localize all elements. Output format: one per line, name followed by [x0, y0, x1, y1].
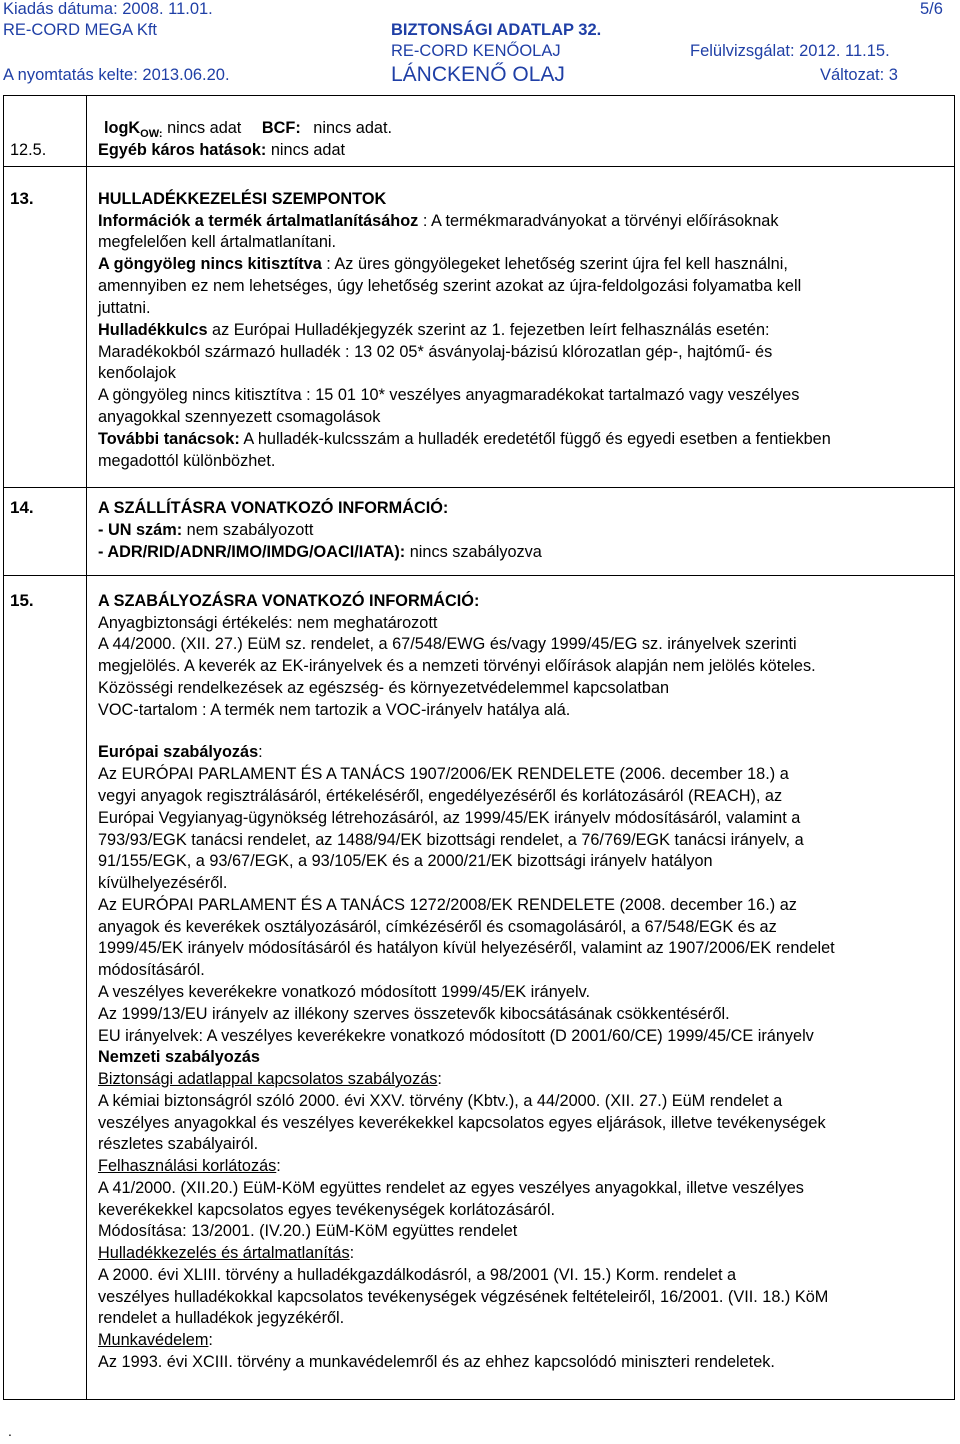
- section-14-number: 14.: [10, 498, 34, 517]
- logk-value: nincs adat: [162, 119, 242, 137]
- eu-regulation-heading: Európai szabályozás: [98, 743, 259, 761]
- use-restriction-heading: Felhasználási korlátozás: [98, 1157, 277, 1175]
- waste-code-label: Hulladékkulcs: [98, 321, 208, 339]
- adr-row: [98, 542, 542, 563]
- waste-code-text: az Európai Hulladékjegyzék szerint az 1. fejezetben leírt felhasználás esetén:: [207, 321, 770, 339]
- section-13-text: [98, 320, 770, 341]
- section-15-text: A 44/2000. (XII. 27.) EüM sz. rendelet, a 67/548/EWG és/vagy 1999/45/EG sz. irányelvek szerinti: [98, 635, 797, 653]
- section-15-text: VOC-tartalom : A termék nem tartozik a VOC-irányelv hatálya alá.: [98, 701, 571, 719]
- page-number: 5/6: [920, 0, 943, 18]
- safety-datasheet-line: veszélyes anyagokkal és veszélyes keverékekkel kapcsolatos egyes eljárások, illetve tevékenységek: [98, 1114, 826, 1132]
- use-restriction-line: A 41/2000. (XII.20.) EüM-KöM együttes rendelet az egyes veszélyes anyagokkal, illetve veszélyes: [98, 1179, 804, 1197]
- section-13-text: amennyiben ez nem lehetséges, úgy lehetőség szerint azokat az újra-feldolgozási folyamatba kell: [98, 277, 802, 295]
- safety-datasheet-heading: Biztonsági adatlappal kapcsolatos szabályozás: [98, 1070, 438, 1088]
- waste-handling-heading: Hulladékkezelés és ártalmatlanítás: [98, 1244, 350, 1262]
- section-12-5-number: 12.5.: [10, 141, 47, 159]
- safety-datasheet-heading-row: [98, 1069, 442, 1090]
- revision-date: Felülvizsgálat: 2012. 11.15.: [690, 42, 890, 60]
- section-13-text: megfelelően kell ártalmatlanítani.: [98, 233, 337, 251]
- company-name: RE-CORD MEGA Kft: [3, 21, 158, 39]
- eu-regulation-line: A veszélyes keverékekre vonatkozó módosított 1999/45/EK irányelv.: [98, 983, 591, 1001]
- bcf-value: nincs adat.: [308, 119, 393, 137]
- eu-regulation-line: Európai Vegyianyag-ügynökség létrehozásáról, az 1999/45/EK irányelv módosításáról, valamint a: [98, 809, 801, 827]
- un-number-label: - UN szám:: [98, 521, 183, 539]
- eu-regulation-line: 1999/45/EK irányelv módosításáról és hatályon kívül helyezéséről, valamint az 1907/2006/EK rendelet: [98, 939, 835, 957]
- document-title: BIZTONSÁGI ADATLAP 32.: [391, 21, 602, 39]
- header-row-4: [0, 63, 960, 91]
- un-number-row: [98, 520, 313, 541]
- use-restriction-colon: :: [276, 1157, 281, 1175]
- packaging-label: A göngyöleg nincs kitisztítva: [98, 255, 322, 273]
- section-13-text: kenőolajok: [98, 364, 176, 382]
- section-15-text: megjelölés. A keverék az EK-irányelvek és a nemzeti törvényi előírások alapján nem jelölés köteles.: [98, 657, 816, 675]
- other-effects-label: Egyéb káros hatások:: [98, 141, 267, 159]
- eu-regulation-line: Az EURÓPAI PARLAMENT ÉS A TANÁCS 1272/2008/EK RENDELETE (2008. december 16.) az: [98, 896, 797, 914]
- section-13-text: [98, 254, 788, 275]
- bcf-label: BCF:: [261, 119, 301, 137]
- footer-mark: .: [8, 1423, 12, 1439]
- eu-regulation-line: vegyi anyagok regisztrálásáról, értékeléséről, engedélyezéséről és korlátozásáról (REACH), az: [98, 787, 783, 805]
- use-restriction-heading-row: [98, 1156, 281, 1177]
- header-row-2: [0, 21, 960, 43]
- section-15-text: Közösségi rendelkezések az egészség- és környezetvédelemmel kapcsolatban: [98, 679, 670, 697]
- safety-datasheet-line: A kémiai biztonságról szóló 2000. évi XXV. törvény (Kbtv.), a 44/2000. (XII. 27.) EüM rendelet a: [98, 1092, 783, 1110]
- product-name-line1: RE-CORD KENŐOLAJ: [391, 42, 561, 60]
- print-date: A nyomtatás kelte: 2013.06.20.: [3, 66, 230, 84]
- un-number-value: nem szabályozott: [182, 521, 314, 539]
- work-safety-heading-row: [98, 1330, 213, 1351]
- adr-label: - ADR/RID/ADNR/IMO/IMDG/OACI/IATA):: [98, 543, 406, 561]
- disposal-info-label: Információk a termék ártalmatlanításához: [98, 212, 419, 230]
- section-13-text: [98, 429, 831, 450]
- eu-regulation-line: 793/93/EGK tanácsi rendelet, az 1488/94/EK bizottsági rendelet, a 76/769/EGK tanácsi irányelv, a: [98, 831, 804, 849]
- section-14-title: A SZÁLLÍTÁSRA VONATKOZÓ INFORMÁCIÓ:: [98, 499, 449, 517]
- eu-regulation-heading-row: [98, 742, 263, 763]
- work-safety-line: Az 1993. évi XCIII. törvény a munkavédelemről és az ehhez kapcsolódó miniszteri rendeletek.: [98, 1353, 775, 1371]
- disposal-info-text: : A termékmaradványokat a törvényi előírásoknak: [418, 212, 779, 230]
- further-advice-label: További tanácsok:: [98, 430, 240, 448]
- waste-handling-heading-row: [98, 1243, 354, 1264]
- column-divider: [86, 96, 87, 1399]
- logk-label: logK: [104, 119, 141, 137]
- section-13-text: Maradékokból származó hulladék : 13 02 05* ásványolaj-bázisú klórozatlan gép-, hajtómű- és: [98, 343, 773, 361]
- use-restriction-line: keverékekkel kapcsolatos egyes tevékenységek korlátozásáról.: [98, 1201, 556, 1219]
- packaging-text: : Az üres göngyölegeket lehetőség szerint újra fel kell használni,: [321, 255, 788, 273]
- section-13-text: juttatni.: [98, 299, 151, 317]
- header-row-3: [0, 42, 960, 64]
- row-divider: [4, 487, 954, 488]
- work-safety-heading: Munkavédelem: [98, 1331, 209, 1349]
- section-13-text: [98, 211, 779, 232]
- use-restriction-line: Módosítása: 13/2001. (IV.20.) EüM-KöM együttes rendelet: [98, 1222, 518, 1240]
- header-row-1: [0, 0, 960, 22]
- adr-value: nincs szabályozva: [405, 543, 542, 561]
- waste-handling-line: rendelet a hulladékok jegyzékéről.: [98, 1309, 345, 1327]
- other-effects-value: nincs adat: [266, 141, 346, 159]
- waste-handling-colon: :: [349, 1244, 355, 1262]
- eu-regulation-line: EU irányelvek: A veszélyes keverékekre vonatkozó módosított (D 2001/60/CE) 1999/45/CE irányelv: [98, 1027, 814, 1045]
- section-13-title: HULLADÉKKEZELÉSI SZEMPONTOK: [98, 190, 387, 208]
- section-15-number: 15.: [10, 591, 34, 610]
- safety-datasheet-colon: :: [437, 1070, 442, 1088]
- work-safety-colon: :: [208, 1331, 213, 1349]
- section-13-text: A göngyöleg nincs kitisztítva : 15 01 10* veszélyes anyagmaradékokat tartalmazó vagy veszélyes: [98, 386, 800, 404]
- eu-regulation-line: módosításáról.: [98, 961, 205, 979]
- eu-regulation-line: Az EURÓPAI PARLAMENT ÉS A TANÁCS 1907/2006/EK RENDELETE (2006. december 18.) a: [98, 765, 789, 783]
- section-13-text: megadottól különbözhet.: [98, 452, 276, 470]
- section-13-number: 13.: [10, 189, 34, 208]
- national-regulation-heading: Nemzeti szabályozás: [98, 1048, 260, 1066]
- waste-handling-line: A 2000. évi XLIII. törvény a hulladékgazdálkodásról, a 98/2001 (VI. 15.) Korm. rendelet a: [98, 1266, 737, 1284]
- other-effects-row: [98, 140, 345, 161]
- further-advice-text: A hulladék-kulcsszám a hulladék eredetétől függő és egyedi esetben a fentiekben: [239, 430, 831, 448]
- version: Változat: 3: [820, 66, 898, 84]
- eu-regulation-colon: :: [258, 743, 263, 761]
- section-13-text: anyagokkal szennyezett csomagolások: [98, 408, 381, 426]
- logk-subscript: OW:: [140, 128, 163, 140]
- section-15-text: Anyagbiztonsági értékelés: nem meghatározott: [98, 614, 438, 632]
- eu-regulation-line: kívülhelyezéséről.: [98, 874, 228, 892]
- eu-regulation-line: anyagok és keverékek osztályozásáról, címkézéséről és csomagolásáról, a 67/548/EGK és az: [98, 918, 777, 936]
- row-divider: [4, 575, 954, 576]
- section-15-title: A SZABÁLYOZÁSRA VONATKOZÓ INFORMÁCIÓ:: [98, 592, 480, 610]
- product-name-line2: LÁNCKENŐ OLAJ: [391, 63, 565, 86]
- eu-regulation-line: 91/155/EGK, a 93/67/EGK, a 93/105/EK és a 2000/21/EK bizottsági irányelv hatályon: [98, 852, 713, 870]
- row-divider: [4, 166, 954, 167]
- waste-handling-line: veszélyes hulladékokkal kapcsolatos tevékenységek végzésének feltételeiről, 16/2001. (VII. 18.) KöM: [98, 1288, 829, 1306]
- issue-date: Kiadás dátuma: 2008. 11.01.: [3, 0, 213, 18]
- safety-datasheet-line: részletes szabályairól.: [98, 1135, 259, 1153]
- eu-regulation-line: Az 1999/13/EU irányelv az illékony szerves összetevők kibocsátásának csökkentéséről.: [98, 1005, 730, 1023]
